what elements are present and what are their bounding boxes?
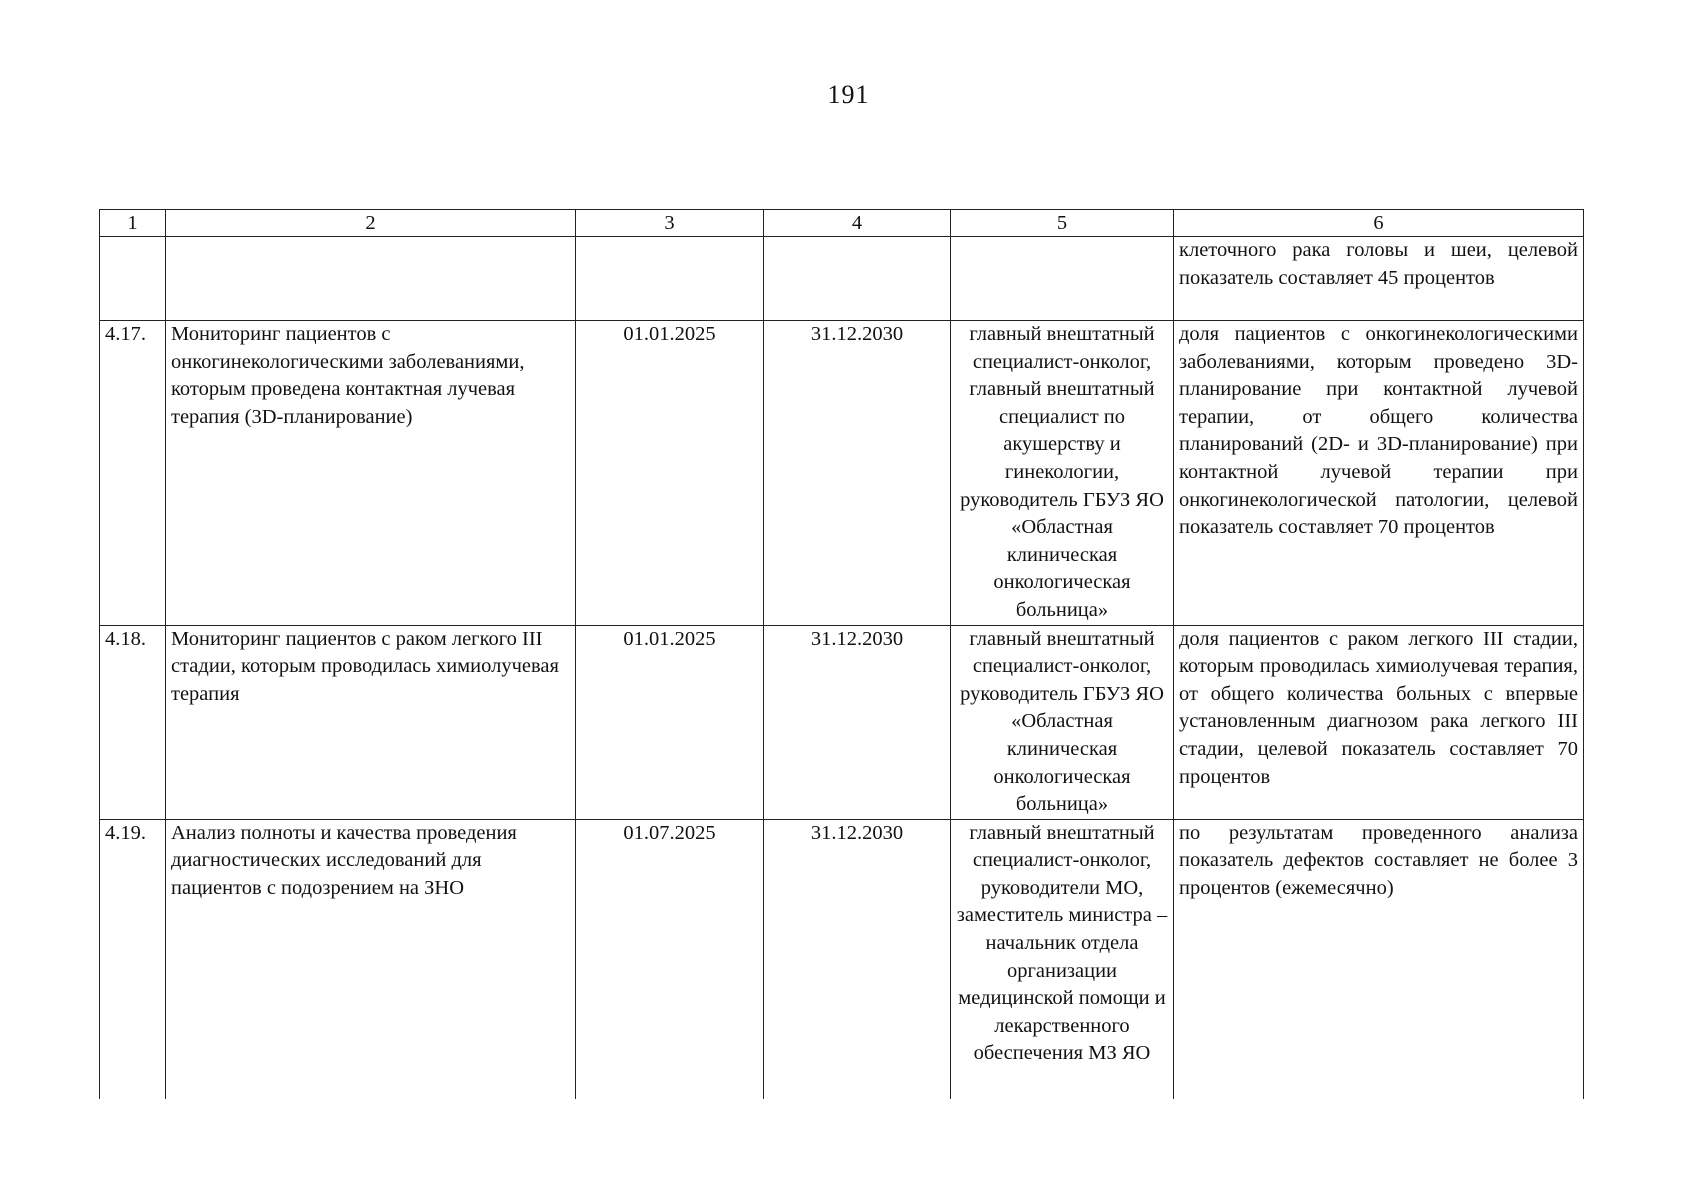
column-number-4: 4 (764, 210, 951, 237)
responsible-cell: главный внештатный специалист-онколог, главный внештатный специалист по акушерству и гинекологии, руководитель ГБУЗ ЯО «Областная клиническая онкологическая больница» (951, 321, 1174, 626)
start-date: 01.01.2025 (576, 321, 764, 626)
result-cell: по результатам проведенного анализа показатель дефектов составляет не более 3 процентов (ежемесячно) (1174, 819, 1584, 1099)
page-number: 191 (827, 80, 870, 109)
measure-name: Мониторинг пациентов с раком легкого III стадии, которым проводилась химиолучевая терапия (166, 625, 576, 819)
table-row (100, 321, 1584, 626)
result-cell: клеточного рака головы и шеи, целевой показатель составляет 45 процентов (1174, 237, 1584, 321)
table-row (100, 625, 1584, 819)
start-date: 01.07.2025 (576, 819, 764, 1099)
row-number: 4.18. (100, 625, 166, 819)
empty-cell (100, 237, 166, 321)
column-number-2: 2 (166, 210, 576, 237)
column-number-3: 3 (576, 210, 764, 237)
result-cell: доля пациентов с раком легкого III стадии, которым проводилась химиолучевая терапия, от общего количества больных с впервые установленным диагнозом рака легкого III стадии, целевой показатель составляет 70 процентов (1174, 625, 1584, 819)
column-number-header-row (100, 210, 1584, 237)
empty-cell (764, 237, 951, 321)
measures-table (99, 209, 1584, 1099)
column-number-5: 5 (951, 210, 1174, 237)
row-number: 4.19. (100, 819, 166, 1099)
measure-name: Мониторинг пациентов с онкогинекологическими заболеваниями, которым проведена контактная лучевая терапия (3D-планирование) (166, 321, 576, 626)
start-date: 01.01.2025 (576, 625, 764, 819)
responsible-cell: главный внештатный специалист-онколог, руководитель ГБУЗ ЯО «Областная клиническая онкологическая больница» (951, 625, 1174, 819)
empty-cell (166, 237, 576, 321)
continuation-row (100, 237, 1584, 321)
responsible-cell: главный внештатный специалист-онколог, руководители МО, заместитель министра – начальник отдела организации медицинской помощи и лекарственного обеспечения МЗ ЯО (951, 819, 1174, 1099)
end-date: 31.12.2030 (764, 625, 951, 819)
end-date: 31.12.2030 (764, 321, 951, 626)
column-number-6: 6 (1174, 210, 1584, 237)
empty-cell (951, 237, 1174, 321)
result-cell: доля пациентов с онкогинекологическими заболеваниями, которым проведено 3D-планирование при контактной лучевой терапии, от общего количества планирований (2D- и 3D-планирование) при контактной лучевой терапии при онкогинекологической патологии, целевой показатель составляет 70 процентов (1174, 321, 1584, 626)
column-number-1: 1 (100, 210, 166, 237)
table-row (100, 819, 1584, 1099)
end-date: 31.12.2030 (764, 819, 951, 1099)
measure-name: Анализ полноты и качества проведения диагностических исследований для пациентов с подозрением на ЗНО (166, 819, 576, 1099)
empty-cell (576, 237, 764, 321)
row-number: 4.17. (100, 321, 166, 626)
